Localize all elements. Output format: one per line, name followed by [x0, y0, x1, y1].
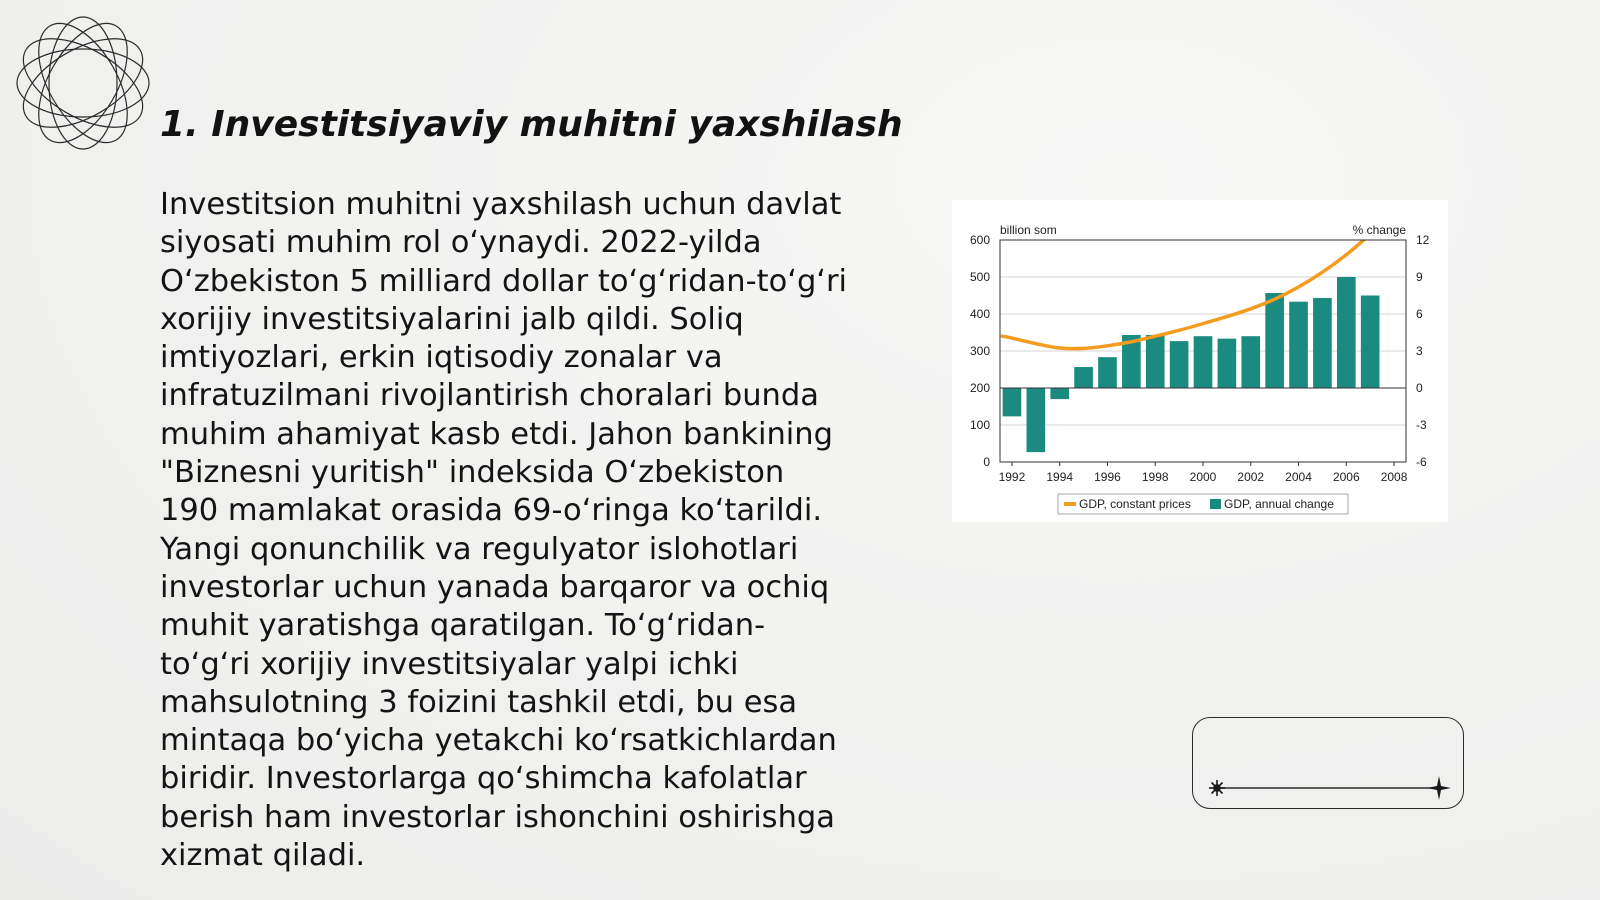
x-tick-label: 1992: [998, 470, 1026, 484]
bar-1998: [1146, 335, 1165, 388]
left-tick-label: 500: [969, 270, 990, 284]
bar-2007: [1361, 296, 1380, 389]
x-tick-label: 1996: [1094, 470, 1121, 484]
legend-bar-swatch: [1210, 499, 1221, 509]
right-axis-label: % change: [1352, 223, 1406, 237]
bar-2002: [1241, 336, 1260, 388]
left-tick-label: 600: [969, 233, 990, 247]
x-tick-label: 1994: [1046, 470, 1074, 484]
bar-2003: [1265, 293, 1284, 388]
x-tick-label: 2008: [1380, 470, 1408, 484]
bar-2000: [1194, 336, 1213, 388]
bar-1993: [1027, 388, 1046, 452]
bar-series: [1003, 277, 1380, 452]
bar-1996: [1098, 357, 1117, 388]
body-paragraph: Investitsion muhitni yaxshilash uchun davlat siyosati muhim rol oʻynaydi. 2022-yilda Oʻzbekiston 5 milliard dollar toʻgʻridan-toʻgʻri xorijiy investitsiyalarini jalb qildi. Soliq imtiyozlari, erkin iqtisodiy zonalar va infratuzilmani rivojlantirish choralari bunda muhim ahamiyat kasb etdi. Jahon bankining "Biznesni yuritish" indeksida Oʻzbekiston 190 mamlakat orasida 69-oʻringa koʻtarildi. Yangi qonunchilik va regulyator islohotlari investorlar uchun yanada barqaror va ochiq muhit yaratishga qaratilgan. Toʻgʻridan-toʻgʻri xorijiy investitsiyalar yalpi ichki mahsulotning 3 foizini tashkil etdi, bu esa mintaqa boʻyicha yetakchi koʻrsatkichlardan biridir. Investorlarga qoʻshimcha kafolatlar berish ham investorlar ishonchini oshirishga xizmat qiladi.: [160, 187, 848, 874]
x-tick-label: 2004: [1285, 470, 1312, 484]
bar-1999: [1170, 341, 1189, 388]
bar-1994: [1050, 388, 1069, 399]
x-tick-label: 2000: [1189, 470, 1217, 484]
right-tick-label: -6: [1416, 455, 1427, 469]
sparkle-icon[interactable]: [1427, 776, 1451, 800]
right-tick-label: 12: [1416, 233, 1430, 247]
bar-2006: [1337, 277, 1356, 388]
right-tick-label: -3: [1416, 418, 1427, 432]
chart-legend: [1058, 494, 1348, 514]
right-tick-label: 6: [1416, 307, 1423, 321]
x-tick-label: 1998: [1141, 470, 1169, 484]
left-axis-label: billion som: [1000, 223, 1057, 237]
right-tick-label: 0: [1416, 381, 1423, 395]
left-tick-label: 400: [969, 307, 990, 321]
starburst-icon[interactable]: [1209, 780, 1225, 796]
x-tick-label: 2006: [1332, 470, 1360, 484]
right-tick-label: 9: [1416, 270, 1423, 284]
legend-line-label: GDP, constant prices: [1079, 497, 1191, 511]
gdp-chart-card: [952, 200, 1448, 522]
right-tick-label: 3: [1416, 344, 1423, 358]
gdp-chart: [952, 200, 1448, 522]
slide-title: 1. Investitsiyaviy muhitni yaxshilash: [160, 104, 903, 145]
line-series: [1002, 214, 1394, 349]
legend-line-swatch: [1064, 502, 1076, 506]
legend-bar-label: GDP, annual change: [1224, 497, 1334, 511]
bar-1995: [1074, 367, 1093, 388]
bar-2004: [1289, 302, 1308, 388]
left-tick-label: 100: [969, 418, 990, 432]
bar-2005: [1313, 298, 1332, 388]
x-tick-label: 2002: [1237, 470, 1265, 484]
gdp-line: [1002, 214, 1394, 349]
navigation-widget[interactable]: [1192, 717, 1464, 809]
bar-2001: [1218, 339, 1237, 388]
left-tick-label: 200: [969, 381, 990, 395]
left-tick-label: 300: [969, 344, 990, 358]
bar-1992: [1003, 388, 1022, 416]
left-tick-label: 0: [983, 455, 990, 469]
rosette-icon: [8, 8, 158, 158]
